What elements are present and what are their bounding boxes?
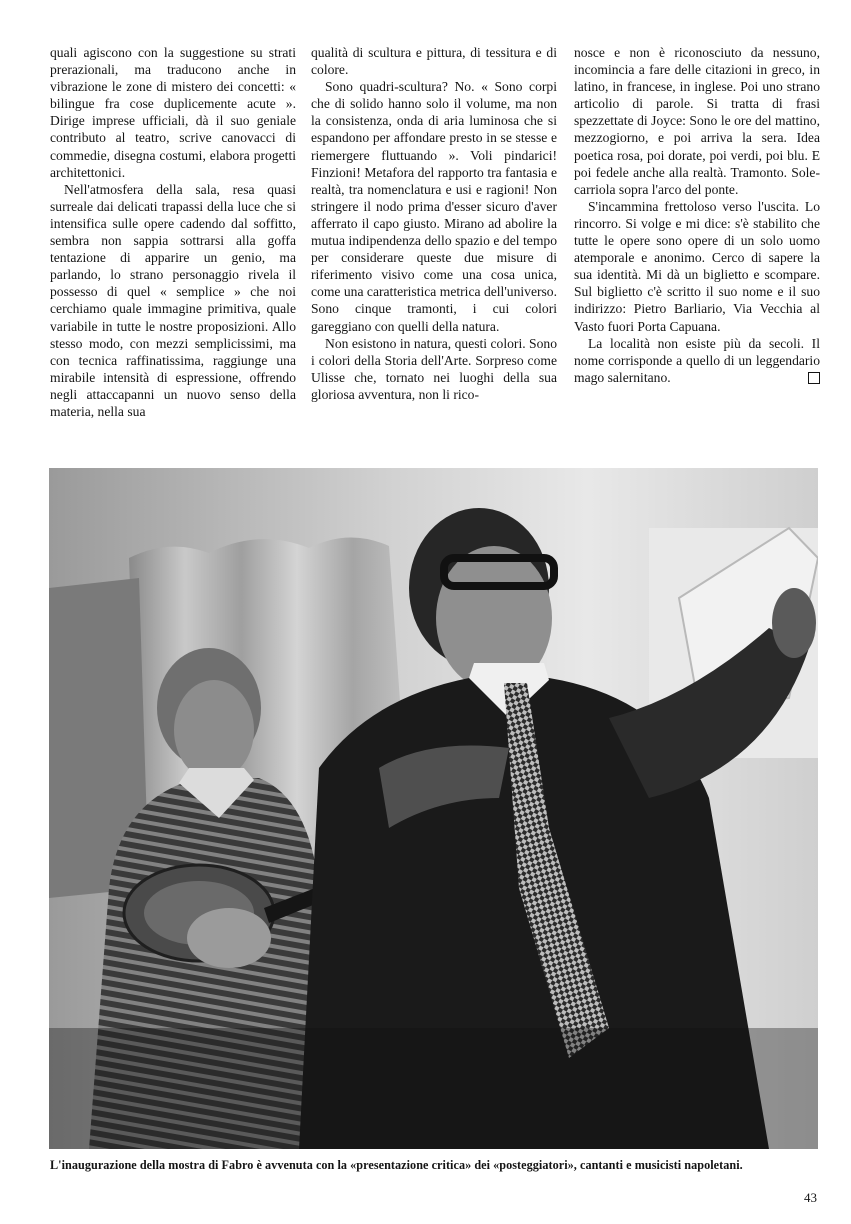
- photograph: [49, 468, 818, 1149]
- text-column-2: [311, 44, 557, 403]
- paragraph: quali agiscono con la suggestione su strati prerazionali, ma traducono anche in vibrazione le zone di mistero dei concetti: « bilingue fra cose duplicemente acute ». Dirige imprese ufficiali, dà il suo geniale contributo al teatro, scrive canovacci di commedie, disegna costumi, elabora progetti architettonici.: [50, 45, 296, 180]
- paragraph: qualità di scultura e pittura, di tessitura e di colore.: [311, 45, 557, 78]
- paragraph: Non esistono in natura, questi colori. Sono i colori della Storia dell'Arte. Sorpreso come Ulisse che, tornato nei luoghi della sua gloriosa avventura, non li rico-: [311, 335, 557, 402]
- page-number: 43: [804, 1190, 817, 1205]
- paragraph: Nell'atmosfera della sala, resa quasi surreale dai delicati trapassi della luce che si intensifica sulle opere cadendo dal soffitto, sembra non sappia sottrarsi alla goffa tentazione di apparire un genio, ma parlando, lo strano personaggio rivela il possesso di quel « semplice » che noi cerchiamo quale immagine primitiva, quale variabile in tutte le nostre proposizioni. Allo stesso modo, con mezzi semplicissimi, ma con tecnica raffinatissima, raggiunge una mirabile intensità di espressione, offrendo negli attaccapanni un nuovo senso della materia, nella sua: [50, 181, 296, 419]
- paragraph-final: [574, 335, 820, 386]
- paragraph: Sono quadri-scultura? No. « Sono corpi che di solido hanno solo il volume, ma non la consistenza, onda di aria luminosa che si espandono per affondare presto in se stesse e riemergere fluttuando ». Voli pindarici! Finzioni! Metafora del rapporto tra fantasia e realtà, tra nomenclatura e usi e ragioni! Non stringere il nodo prima d'esser sicuro d'aver afferrato il capo giusto. Mirano ad abolire la mutua indipendenza dello spazio e del tempo per considerare queste due misure di riferimento visivo come una cosa unica, come una caratteristica metrica dell'universo. Sono cinque tramonti, i cui colori gareggiano con quelli della natura.: [311, 79, 557, 334]
- photo-scene: [49, 468, 818, 1149]
- end-of-article-mark: [808, 372, 820, 384]
- text-column-3: [574, 44, 820, 386]
- paragraph-text: La località non esiste più da secoli. Il nome corrisponde a quello di un leggendario mago salernitano.: [574, 335, 820, 385]
- paragraph: nosce e non è riconosciuto da nessuno, incomincia a fare delle citazioni in greco, in latino, in francese, in inglese. Poi uno strano articolio di parole. Si tratta di frasi spezzettate di Joyce: Sono le ore del mattino, mezzogiorno, e poi arriva la sera. Idea poetica rosa, poi dorate, poi verdi, poi blu. E poi fedele anche alla realtà. Tramonto. Sole-carriola sopra l'arco del ponte.: [574, 45, 820, 197]
- paragraph: S'incammina frettoloso verso l'uscita. Lo rincorro. Si volge e mi dice: s'è stabilito che tutte le opere sono opere di un solo uomo atemporale e anonimo. Cerco di sapere la sua identità. Mi dà un biglietto e scompare. Sul biglietto c'è scritto il suo nome e il suo indirizzo: Pietro Barliario, Via Vecchia al Vasto fuori Porta Capuana.: [574, 198, 820, 334]
- photo-caption: L'inaugurazione della mostra di Fabro è avvenuta con la «presentazione critica» dei «posteggiatori», cantanti e musicisti napoletani.: [50, 1158, 743, 1172]
- text-column-1: [50, 44, 296, 420]
